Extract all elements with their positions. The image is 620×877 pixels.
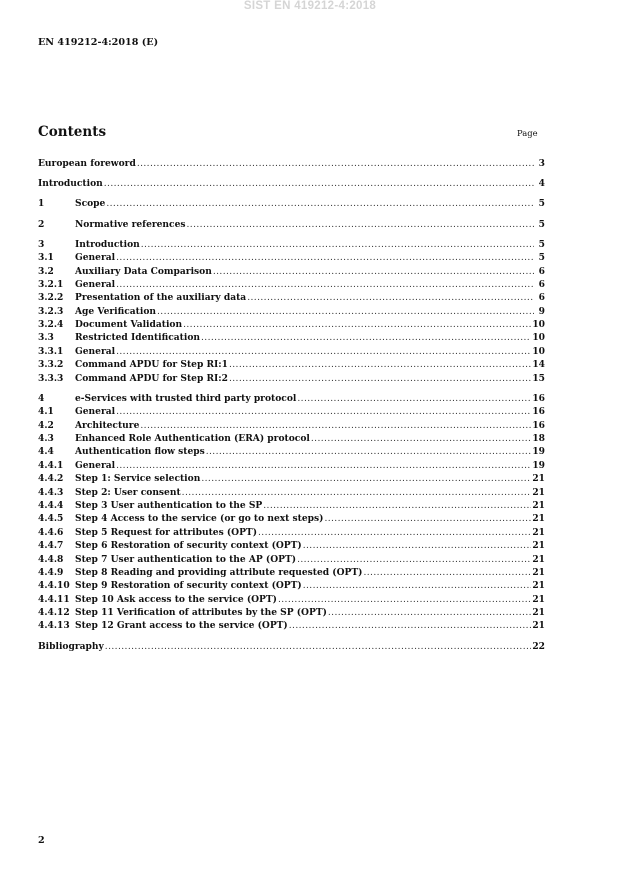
toc-entry-page: 10 [532,345,545,357]
toc-entry-title: Step 1: Service selection [75,473,201,485]
toc-entry-page: 21 [532,473,545,485]
toc-entry[interactable] [38,606,545,619]
toc-entry[interactable] [38,499,545,512]
toc-entry[interactable] [38,358,545,371]
toc-entry-number: 3.2 [38,265,54,277]
toc-entry-title: Step 10 Ask access to the service (OPT) [75,593,277,605]
toc-entry[interactable] [38,372,545,385]
toc-entry-title: Restricted Identification [75,332,200,344]
dot-leader [213,266,534,279]
toc-entry-title: Step 5 Request for attributes (OPT) [75,526,258,538]
toc-entry-number: 3.3 [38,332,54,344]
toc-entry-title: Architecture [75,419,140,431]
toc-entry-page: 21 [532,486,545,498]
dot-leader [289,620,532,633]
toc-entry-title: Command APDU for Step RI:1 [75,359,228,371]
toc-entry-page: 5 [538,218,545,230]
toc-entry-number: 4.4 [38,446,54,458]
dot-leader [116,460,531,473]
toc-entry-page: 10 [532,332,545,344]
toc-entry-page: 21 [532,593,545,605]
toc-entry-page: 19 [532,446,545,458]
contents-title: Contents [38,124,107,140]
dot-leader [116,252,534,265]
toc-entry-number: 4.4.7 [38,540,64,552]
toc-entry[interactable] [38,305,545,318]
toc-entry-number: 4.4.1 [38,459,64,471]
dot-leader [183,319,531,332]
toc-entry-page: 21 [532,499,545,511]
dot-leader [263,500,531,513]
toc-entry-page: 16 [532,392,545,404]
toc-entry-title: Scope [75,198,106,210]
toc-entry-title: Command APDU for Step RI:2 [75,372,228,384]
toc-entry-page: 21 [532,607,545,619]
footer-page-number: 2 [38,835,45,846]
toc-entry-page: 21 [532,580,545,592]
dot-leader [140,420,531,433]
toc-entry-number: 3.2.1 [38,278,64,290]
toc-entry[interactable] [38,238,545,251]
toc-entry-title: Enhanced Role Authentication (ERA) protocol [75,433,310,445]
toc-entry[interactable] [38,318,545,331]
toc-entry-page: 21 [532,526,545,538]
toc-entry[interactable] [38,405,545,418]
toc-entry[interactable] [38,553,545,566]
toc-entry-number: 4.1 [38,406,54,418]
toc-entry[interactable] [38,593,545,606]
toc-entry[interactable] [38,392,545,405]
toc-entry-number: 4.4.4 [38,499,64,511]
dot-leader [229,373,531,386]
toc-entry-title: Step 9 Restoration of security context (OPT) [75,580,302,592]
toc-entry[interactable] [38,640,545,653]
toc-entry[interactable] [38,512,545,525]
toc-entry-number: 3.2.3 [38,305,64,317]
toc-entry[interactable] [38,486,545,499]
toc-entry[interactable] [38,291,545,304]
toc-entry[interactable] [38,432,545,445]
toc-entry-number: 4 [38,392,45,404]
toc-entry-number: 4.4.10 [38,580,70,592]
toc-entry-number: 3.2.2 [38,292,64,304]
dot-leader [104,178,534,191]
toc-entry-title: Step 12 Grant access to the service (OPT) [75,620,288,632]
toc-entry-number: 4.3 [38,433,54,445]
toc-entry-page: 18 [532,433,545,445]
toc-entry[interactable] [38,157,545,170]
toc-entry[interactable] [38,459,545,472]
watermark: SIST EN 419212-4:2018 [243,0,377,12]
toc-entry-number: 3.2.4 [38,319,64,331]
dot-leader [258,527,531,540]
toc-entry-title: Step 11 Verification of attributes by the SP (OPT) [75,607,327,619]
toc-entry-title: Step 6 Restoration of security context (OPT) [75,540,302,552]
toc-entry-number: 4.2 [38,419,54,431]
toc-entry-title: General [75,252,116,264]
toc-entry-title: Authentication flow steps [75,446,205,458]
toc-entry-title: General [75,459,116,471]
toc-entry[interactable] [38,472,545,485]
table-of-contents [38,157,545,653]
toc-entry-title: General [75,406,116,418]
dot-leader [363,567,531,580]
toc-entry[interactable] [38,251,545,264]
toc-entry-title: Step 8 Reading and providing attribute requested (OPT) [75,566,363,578]
dot-leader [141,239,534,252]
toc-entry-number: 4.4.6 [38,526,64,538]
dot-leader [186,219,534,232]
toc-entry-page: 6 [538,278,545,290]
toc-entry[interactable] [38,331,545,344]
toc-entry-number: 4.4.2 [38,473,64,485]
toc-entry-number: 3.1 [38,252,54,264]
toc-entry[interactable] [38,579,545,592]
dot-leader [247,292,534,305]
dot-leader [116,279,534,292]
toc-entry-title: Step 4 Access to the service (or go to next steps) [75,513,324,525]
toc-entry-page: 21 [532,566,545,578]
toc-entry-title: European foreword [38,158,136,169]
dot-leader [328,607,531,620]
dot-leader [303,580,532,593]
toc-entry-title: Step 3 User authentication to the SP [75,499,263,511]
toc-entry-page: 22 [532,640,545,652]
toc-entry[interactable] [38,539,545,552]
toc-entry[interactable] [38,197,545,210]
toc-entry[interactable] [38,566,545,579]
dot-leader [297,393,531,406]
toc-entry-title: Step 2: User consent [75,486,181,498]
dot-leader [201,473,531,486]
toc-entry-page: 19 [532,459,545,471]
toc-entry-number: 4.4.13 [38,620,70,632]
toc-entry-page: 15 [532,372,545,384]
toc-entry-page: 9 [538,305,545,317]
dot-leader [229,359,531,372]
toc-entry-number: 4.4.11 [38,593,70,605]
toc-entry[interactable] [38,445,545,458]
toc-entry-page: 6 [538,292,545,304]
dot-leader [106,198,534,211]
toc-entry-page: 21 [532,540,545,552]
toc-entry-page: 21 [532,553,545,565]
toc-entry[interactable] [38,345,545,358]
page-column-label: Page [517,128,538,138]
dot-leader [311,433,531,446]
toc-entry[interactable] [38,526,545,539]
toc-entry-page: 5 [538,198,545,210]
toc-entry-title: Document Validation [75,319,183,331]
dot-leader [137,158,534,171]
dot-leader [182,487,532,500]
dot-leader [201,332,531,345]
toc-entry-title: e-Services with trusted third party protocol [75,392,297,404]
toc-entry[interactable] [38,278,545,291]
toc-entry-number: 4.4.3 [38,486,64,498]
toc-entry-title: Age Verification [75,305,156,317]
toc-entry-page: 14 [532,359,545,371]
toc-entry-number: 1 [38,198,45,210]
dot-leader [278,594,531,607]
dot-leader [116,406,531,419]
toc-entry-page: 5 [538,252,545,264]
dot-leader [324,513,531,526]
dot-leader [105,641,532,654]
toc-entry-number: 3.3.2 [38,359,64,371]
toc-entry[interactable] [38,265,545,278]
toc-entry-page: 5 [538,238,545,250]
toc-entry[interactable] [38,419,545,432]
toc-entry[interactable] [38,218,545,231]
toc-entry[interactable] [38,619,545,632]
document-id-header: EN 419212-4:2018 (E) [38,37,159,48]
dot-leader [116,346,531,359]
toc-entry-title: Normative references [75,218,186,230]
toc-entry-title: General [75,345,116,357]
toc-entry-page: 16 [532,419,545,431]
toc-entry-page: 21 [532,513,545,525]
toc-entry-number: 4.4.5 [38,513,64,525]
dot-leader [303,540,532,553]
toc-entry-page: 21 [532,620,545,632]
toc-entry-number: 3.3.3 [38,372,64,384]
toc-entry-number: 4.4.12 [38,607,70,619]
toc-entry-number: 3.3.1 [38,345,64,357]
toc-entry-title: Bibliography [38,640,104,652]
toc-entry-page: 10 [532,319,545,331]
toc-entry-title: General [75,278,116,290]
toc-entry-title: Auxiliary Data Comparison [75,265,212,277]
toc-entry-title: Step 7 User authentication to the AP (OPT) [75,553,297,565]
toc-entry-page: 3 [538,158,545,169]
toc-entry-page: 16 [532,406,545,418]
toc-entry-title: Introduction [38,178,103,190]
toc-entry-number: 4.4.8 [38,553,64,565]
dot-leader [297,554,531,567]
toc-entry-number: 3 [38,238,45,250]
toc-entry-number: 2 [38,218,45,230]
toc-entry-number: 4.4.9 [38,566,64,578]
toc-entry-title: Introduction [75,238,140,250]
toc-entry-page: 6 [538,265,545,277]
toc-entry-page: 4 [538,178,545,190]
dot-leader [206,446,532,459]
toc-entry[interactable] [38,177,545,190]
dot-leader [157,306,534,319]
toc-entry-title: Presentation of the auxiliary data [75,292,247,304]
